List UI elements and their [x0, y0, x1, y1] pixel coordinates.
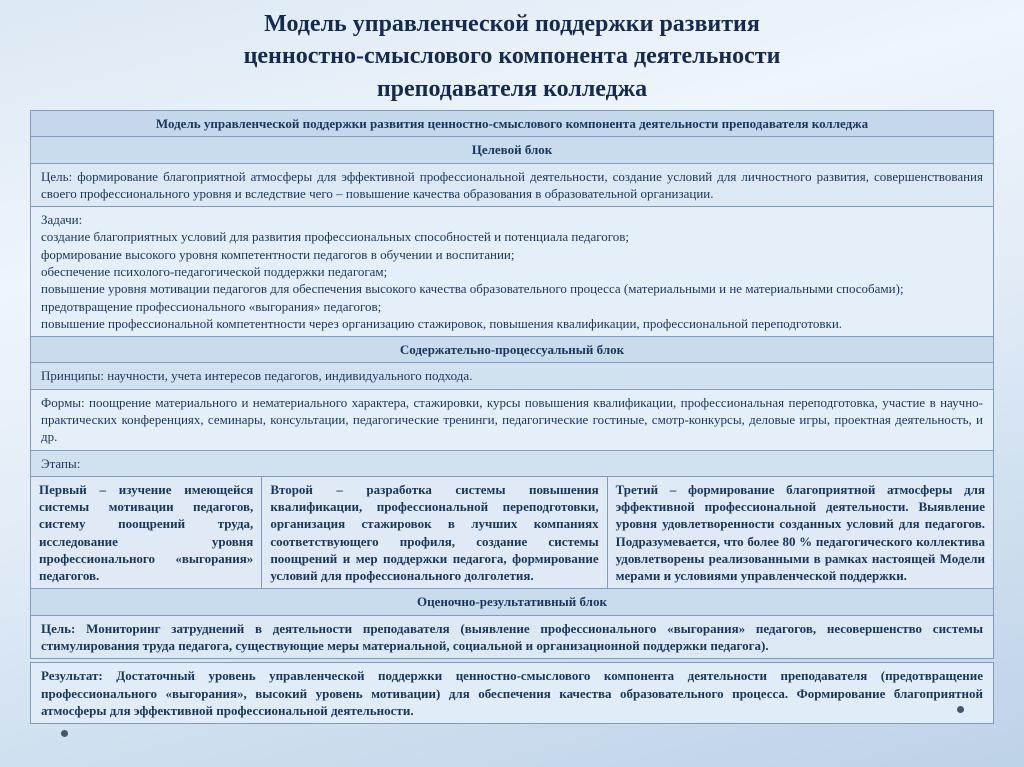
content-block-title: Содержательно-процессуальный блок — [31, 337, 993, 363]
decorative-dot-left — [61, 730, 68, 737]
stages-label-cell: Этапы: — [31, 451, 993, 477]
model-table — [30, 110, 994, 659]
evaluation-goal-cell: Цель: Мониторинг затруднений в деятельности преподавателя (выявление профессионального «выгорания» педагогов, несовершенство системы стимулирования труда педагога, существующие меры материальной, социальной и организационной поддержки педагога). — [31, 616, 993, 659]
slide-title-line-2: ценностно-смыслового компонента деятельности — [243, 43, 781, 70]
target-tasks-cell — [31, 207, 993, 337]
task-item: формирование высокого уровня компетентности педагогов в обучении и воспитании; — [41, 246, 515, 262]
stage-first-cell: Первый – изучение имеющейся системы мотивации педагогов, систему поощрений труда, исследование уровня профессионального «выгорания» педагогов. — [39, 481, 254, 584]
slide-title-line-3: преподавателя колледжа — [376, 75, 648, 102]
task-item: повышение профессиональной компетентности через организацию стажировок, повышения квалификации, профессиональной переподготовки. — [41, 315, 843, 331]
slide-title — [0, 0, 1024, 105]
principles-cell: Принципы: научности, учета интересов педагогов, индивидуального подхода. — [31, 363, 993, 389]
stages-row — [31, 477, 993, 590]
tasks-label: Задачи: — [41, 212, 83, 228]
target-goal-cell: Цель: формирование благоприятной атмосферы для эффективной профессиональной деятельности, создание условий для личностного развития, совершенствования своего профессионального уровня и вследствие чего – повышение качества образования в образовательной организации. — [31, 164, 993, 208]
forms-cell: Формы: поощрение материального и нематериального характера, стажировки, курсы повышения квалификации, профессиональная переподготовка, участие в научно-практических конференциях, семинары, консультации, педагогические тренинги, педагогические гостиные, смотр-конкурсы, деловые игры, проектная деятельность, и др. — [31, 390, 993, 451]
task-item: предотвращение профессионального «выгорания» педагогов; — [41, 298, 382, 314]
model-table-wrap — [30, 110, 994, 724]
target-block-title: Целевой блок — [31, 137, 993, 163]
decorative-dot-right — [957, 706, 964, 713]
table-header: Модель управленческой поддержки развития ценностно-смыслового компонента деятельности преподавателя колледжа — [31, 111, 993, 137]
evaluation-block-title: Оценочно-результативный блок — [31, 589, 993, 615]
stage-third-cell: Третий – формирование благоприятной атмосферы для эффективной профессиональной деятельности. Выявление уровня удовлетворенности созданных условий для педагогов. Подразумевается, что более 80 % педагогического коллектива удовлетворены реализованными в рамках настоящей Модели мерами и условиями управленческой поддержки. — [607, 477, 993, 589]
task-item: создание благоприятных условий для развития профессиональных способностей и потенциала педагогов; — [41, 229, 630, 245]
task-item: повышение уровня мотивации педагогов для обеспечения высокого качества образовательного процесса (материальными и не материальными способами); — [41, 281, 904, 297]
slide-title-line-1: Модель управленческой поддержки развития — [264, 11, 760, 37]
task-item: обеспечение психолого-педагогической поддержки педагогам; — [41, 263, 388, 279]
stage-second-cell: Второй – разработка системы повышения квалификации, профессиональной переподготовки, организация стажировок в лучших компаниях соответствующего профиля, создание системы поощрений и мер поддержки педагога, формирование условий для профессионального долголетия. — [261, 477, 606, 589]
result-cell: Результат: Достаточный уровень управленческой поддержки ценностно-смыслового компонента деятельности преподавателя (предотвращение профессионального «выгорания», высокий уровень мотивации) для обеспечения качества образовательного процесса. Формирование благоприятной атмосферы для эффективной профессиональной деятельности. — [30, 662, 994, 724]
